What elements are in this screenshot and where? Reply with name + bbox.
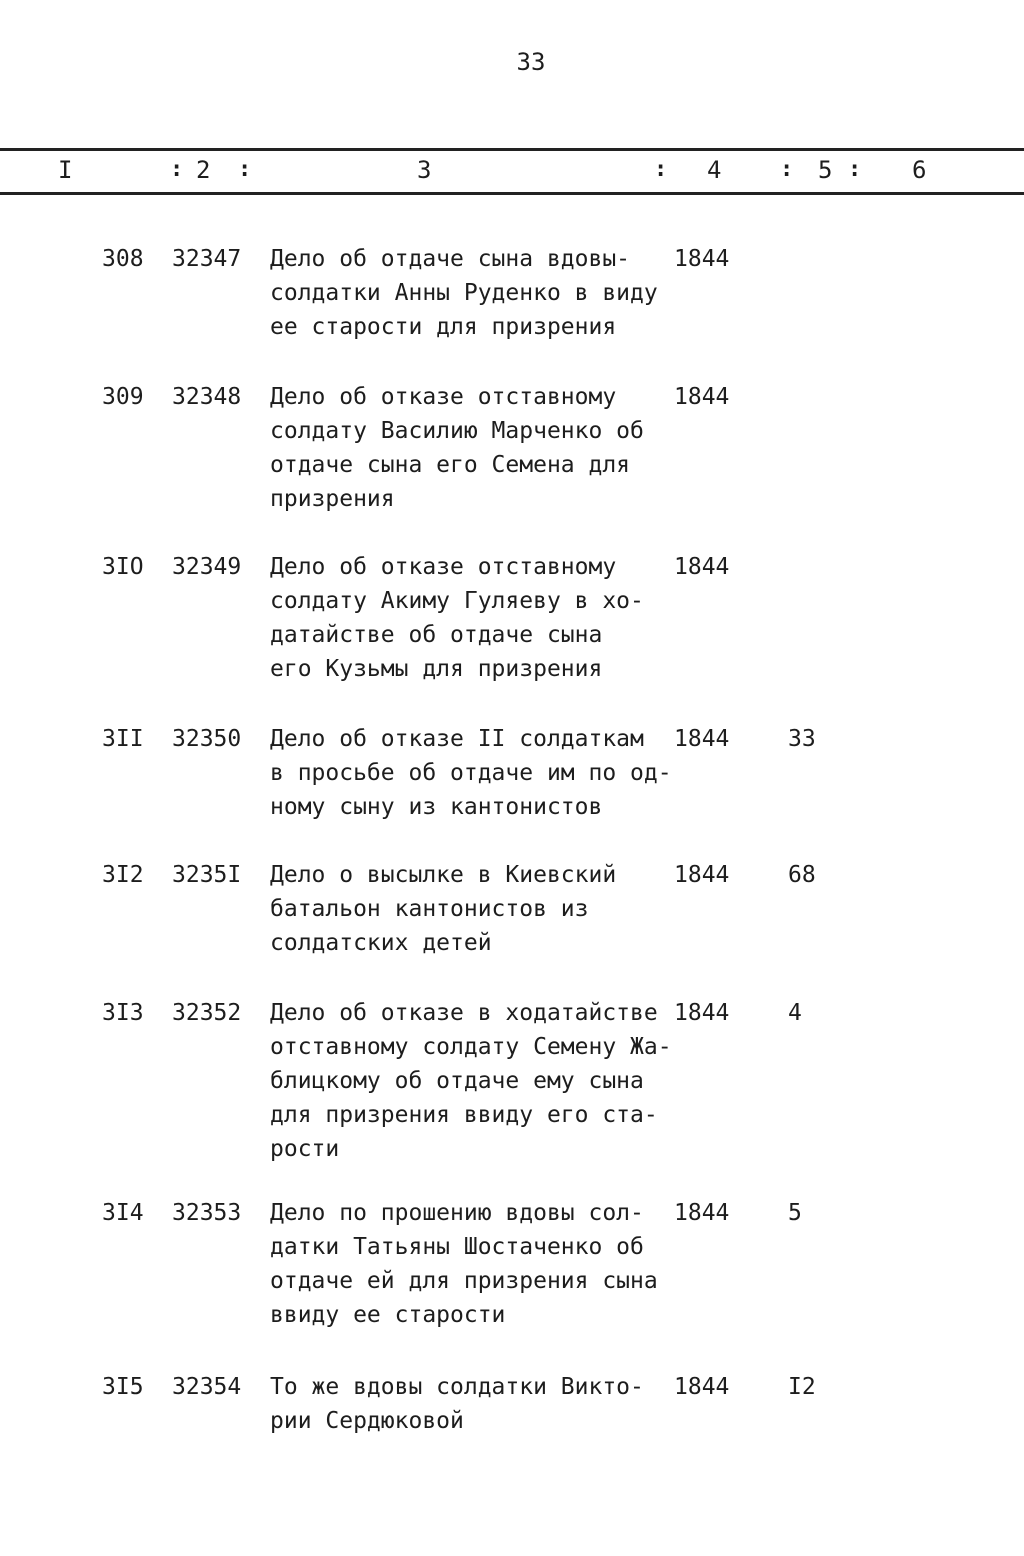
description-line: солдату Акиму Гуляеву в хо- [270, 588, 644, 614]
archive-code: 32354 [172, 1374, 242, 1400]
header-rule-bottom [0, 192, 1024, 195]
archive-code: 3235I [172, 862, 242, 888]
column-header-4: 4 [707, 156, 722, 184]
record-year: 1844 [674, 246, 730, 272]
description-line: ному сыну из кантонистов [270, 794, 603, 820]
sheet-count: 5 [788, 1200, 802, 1226]
sheet-count: 33 [788, 726, 816, 752]
description-line: отдаче сына его Семена для [270, 452, 631, 478]
record-number: 3I4 [102, 1200, 144, 1226]
archive-code: 32349 [172, 554, 242, 580]
description-line: батальон кантонистов из [270, 896, 589, 922]
header-rule-top [0, 148, 1024, 151]
sheet-count: 4 [788, 1000, 802, 1026]
description-line: ее старости для призрения [270, 314, 617, 340]
archive-code: 32347 [172, 246, 242, 272]
description-line: То же вдовы солдатки Викто- [270, 1374, 644, 1400]
record-year: 1844 [674, 384, 730, 410]
record-number: 308 [102, 246, 144, 272]
record-year: 1844 [674, 1200, 730, 1226]
description-line: Дело об отказе отставному [270, 384, 617, 410]
description-line: ввиду ее старости [270, 1302, 506, 1328]
description-line: Дело по прошению вдовы сол- [270, 1200, 644, 1226]
record-description [270, 550, 644, 686]
archive-code: 32348 [172, 384, 242, 410]
description-line: рии Сердюковой [270, 1408, 464, 1434]
description-line: отдаче ей для призрения сына [270, 1268, 658, 1294]
description-line: для призрения ввиду его ста- [270, 1102, 658, 1128]
archive-code: 32350 [172, 726, 242, 752]
record-year: 1844 [674, 1000, 730, 1026]
column-separator: : [170, 157, 184, 182]
column-header-6: 6 [912, 156, 927, 184]
archive-code: 32352 [172, 1000, 242, 1026]
record-description [270, 242, 658, 344]
record-number: 3II [102, 726, 144, 752]
description-line: блицкому об отдаче ему сына [270, 1068, 644, 1094]
archive-code: 32353 [172, 1200, 242, 1226]
description-line: датки Татьяны Шостаченко об [270, 1234, 644, 1260]
description-line: солдату Василию Марченко об [270, 418, 644, 444]
description-line: рости [270, 1136, 340, 1162]
column-header-2: 2 [196, 156, 211, 184]
description-line: его Кузьмы для призрения [270, 656, 603, 682]
record-description [270, 722, 672, 824]
record-year: 1844 [674, 554, 730, 580]
description-line: в просьбе об отдаче им по од- [270, 760, 672, 786]
column-header-5: 5 [818, 156, 833, 184]
column-header-3: 3 [417, 156, 432, 184]
record-number: 309 [102, 384, 144, 410]
record-year: 1844 [674, 726, 730, 752]
record-description [270, 1370, 644, 1438]
description-line: Дело об отказе отставному [270, 554, 617, 580]
column-separator: : [238, 157, 252, 182]
record-description [270, 380, 644, 516]
sheet-count: I2 [788, 1374, 816, 1400]
description-line: Дело о высылке в Киевский [270, 862, 617, 888]
record-number: 3I5 [102, 1374, 144, 1400]
record-number: 3I2 [102, 862, 144, 888]
page-number: 33 [516, 48, 546, 76]
column-separator: : [654, 157, 668, 182]
description-line: солдатки Анны Руденко в виду [270, 280, 658, 306]
record-number: 3I3 [102, 1000, 144, 1026]
description-line: отставному солдату Семену Жа- [270, 1034, 672, 1060]
record-year: 1844 [674, 1374, 730, 1400]
column-separator: : [848, 157, 862, 182]
column-separator: : [780, 157, 794, 182]
column-header-1: I [58, 156, 73, 184]
record-description [270, 996, 672, 1166]
record-description [270, 1196, 658, 1332]
record-number: 3IO [102, 554, 144, 580]
description-line: Дело об отказе II солдаткам [270, 726, 644, 752]
description-line: призрения [270, 486, 395, 512]
description-line: Дело об отказе в ходатайстве [270, 1000, 658, 1026]
record-description [270, 858, 616, 960]
record-year: 1844 [674, 862, 730, 888]
description-line: Дело об отдаче сына вдовы- [270, 246, 631, 272]
description-line: датайстве об отдаче сына [270, 622, 603, 648]
sheet-count: 68 [788, 862, 816, 888]
description-line: солдатских детей [270, 930, 492, 956]
